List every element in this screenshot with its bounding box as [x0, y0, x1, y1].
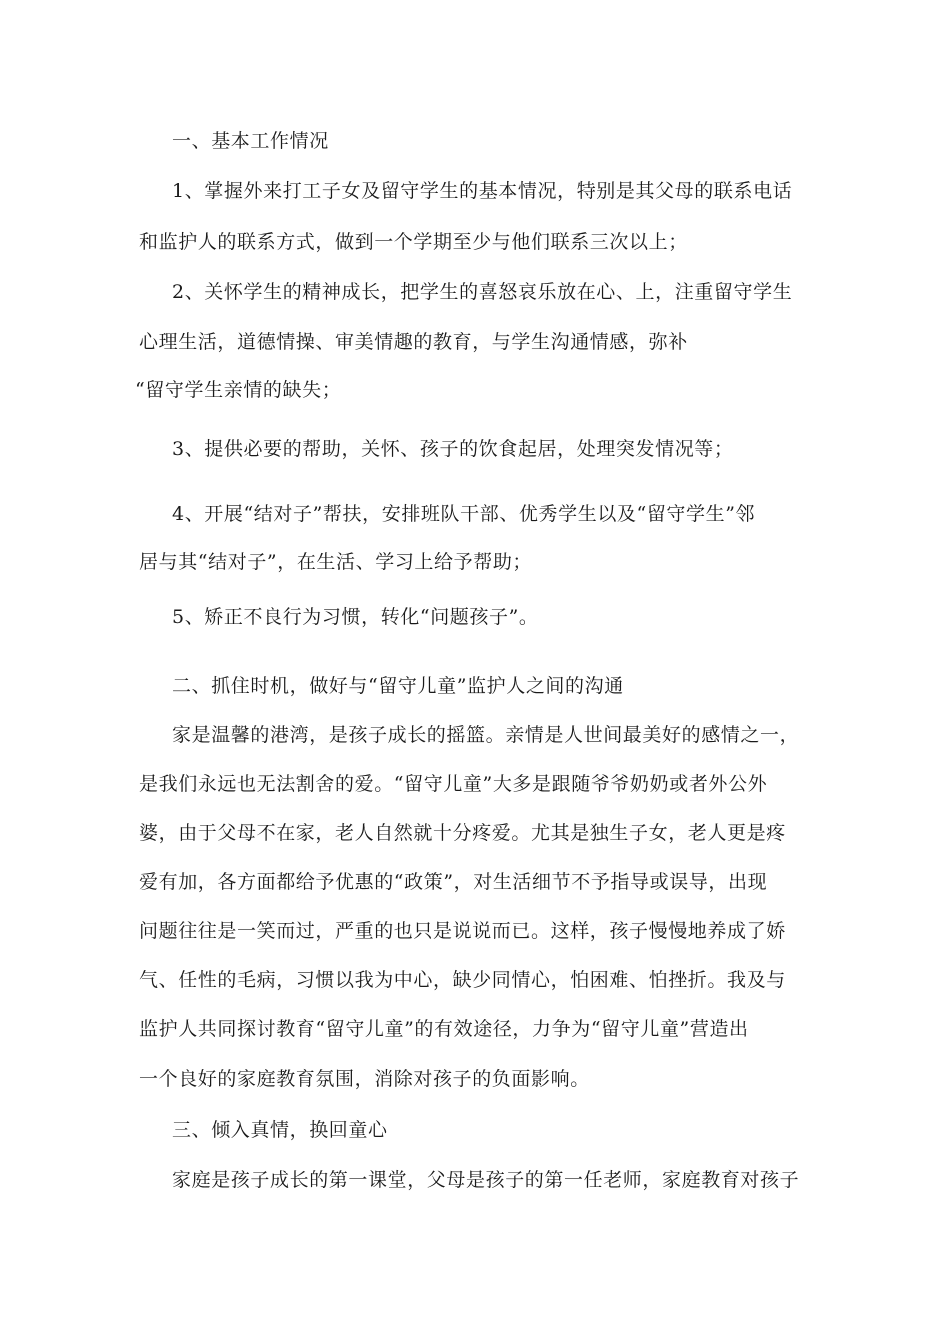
paragraph-line: 2、关怀学生的精神成长，把学生的喜怒哀乐放在心、上，注重留守学生 — [172, 281, 793, 303]
paragraph-line: 是我们永远也无法割舍的爱。“留守儿童”大多是跟随爷爷奶奶或者外公外 — [139, 773, 768, 795]
paragraph-line: 4、开展“结对子”帮扶，安排班队干部、优秀学生以及“留守学生”邻 — [172, 503, 756, 525]
paragraph-line: 一个良好的家庭教育氛围，消除对孩子的负面影响。 — [139, 1068, 590, 1090]
paragraph-line: 问题往往是一笑而过，严重的也只是说说而已。这样，孩子慢慢地养成了娇 — [139, 920, 786, 942]
paragraph-line: 和监护人的联系方式，做到一个学期至少与他们联系三次以上； — [139, 231, 688, 253]
section-heading-3: 三、倾入真情，换回童心 — [172, 1119, 388, 1141]
paragraph-line: 1、掌握外来打工子女及留守学生的基本情况，特别是其父母的联系电话 — [172, 180, 793, 202]
paragraph-line: 监护人共同探讨教育“留守儿童”的有效途径，力争为“留守儿童”营造出 — [139, 1018, 749, 1040]
paragraph-line: “留守学生亲情的缺失； — [135, 379, 342, 401]
paragraph-line: 气、任性的毛病，习惯以我为中心，缺少同情心，怕困难、怕挫折。我及与 — [139, 969, 786, 991]
paragraph-line: 爱有加，各方面都给予优惠的“政策”，对生活细节不予指导或误导，出现 — [139, 871, 768, 893]
paragraph-line: 5、矫正不良行为习惯，转化“问题孩子”。 — [172, 606, 539, 628]
paragraph-line: 婆，由于父母不在家，老人自然就十分疼爱。尤其是独生子女，老人更是疼 — [139, 822, 786, 844]
section-heading-2: 二、抓住时机，做好与“留守儿童”监护人之间的沟通 — [172, 675, 624, 697]
paragraph-line: 家庭是孩子成长的第一课堂，父母是孩子的第一任老师，家庭教育对孩子 — [172, 1169, 800, 1191]
paragraph-line: 心理生活，道德情操、审美情趣的教育，与学生沟通情感，弥补 — [139, 331, 688, 353]
section-heading-1: 一、基本工作情况 — [172, 130, 329, 152]
paragraph-line: 家是温馨的港湾，是孩子成长的摇篮。亲情是人世间最美好的感情之一， — [172, 724, 800, 746]
paragraph-line: 居与其“结对子”，在生活、学习上给予帮助； — [139, 551, 533, 573]
paragraph-line: 3、提供必要的帮助，关怀、孩子的饮食起居，处理突发情况等； — [172, 438, 734, 460]
